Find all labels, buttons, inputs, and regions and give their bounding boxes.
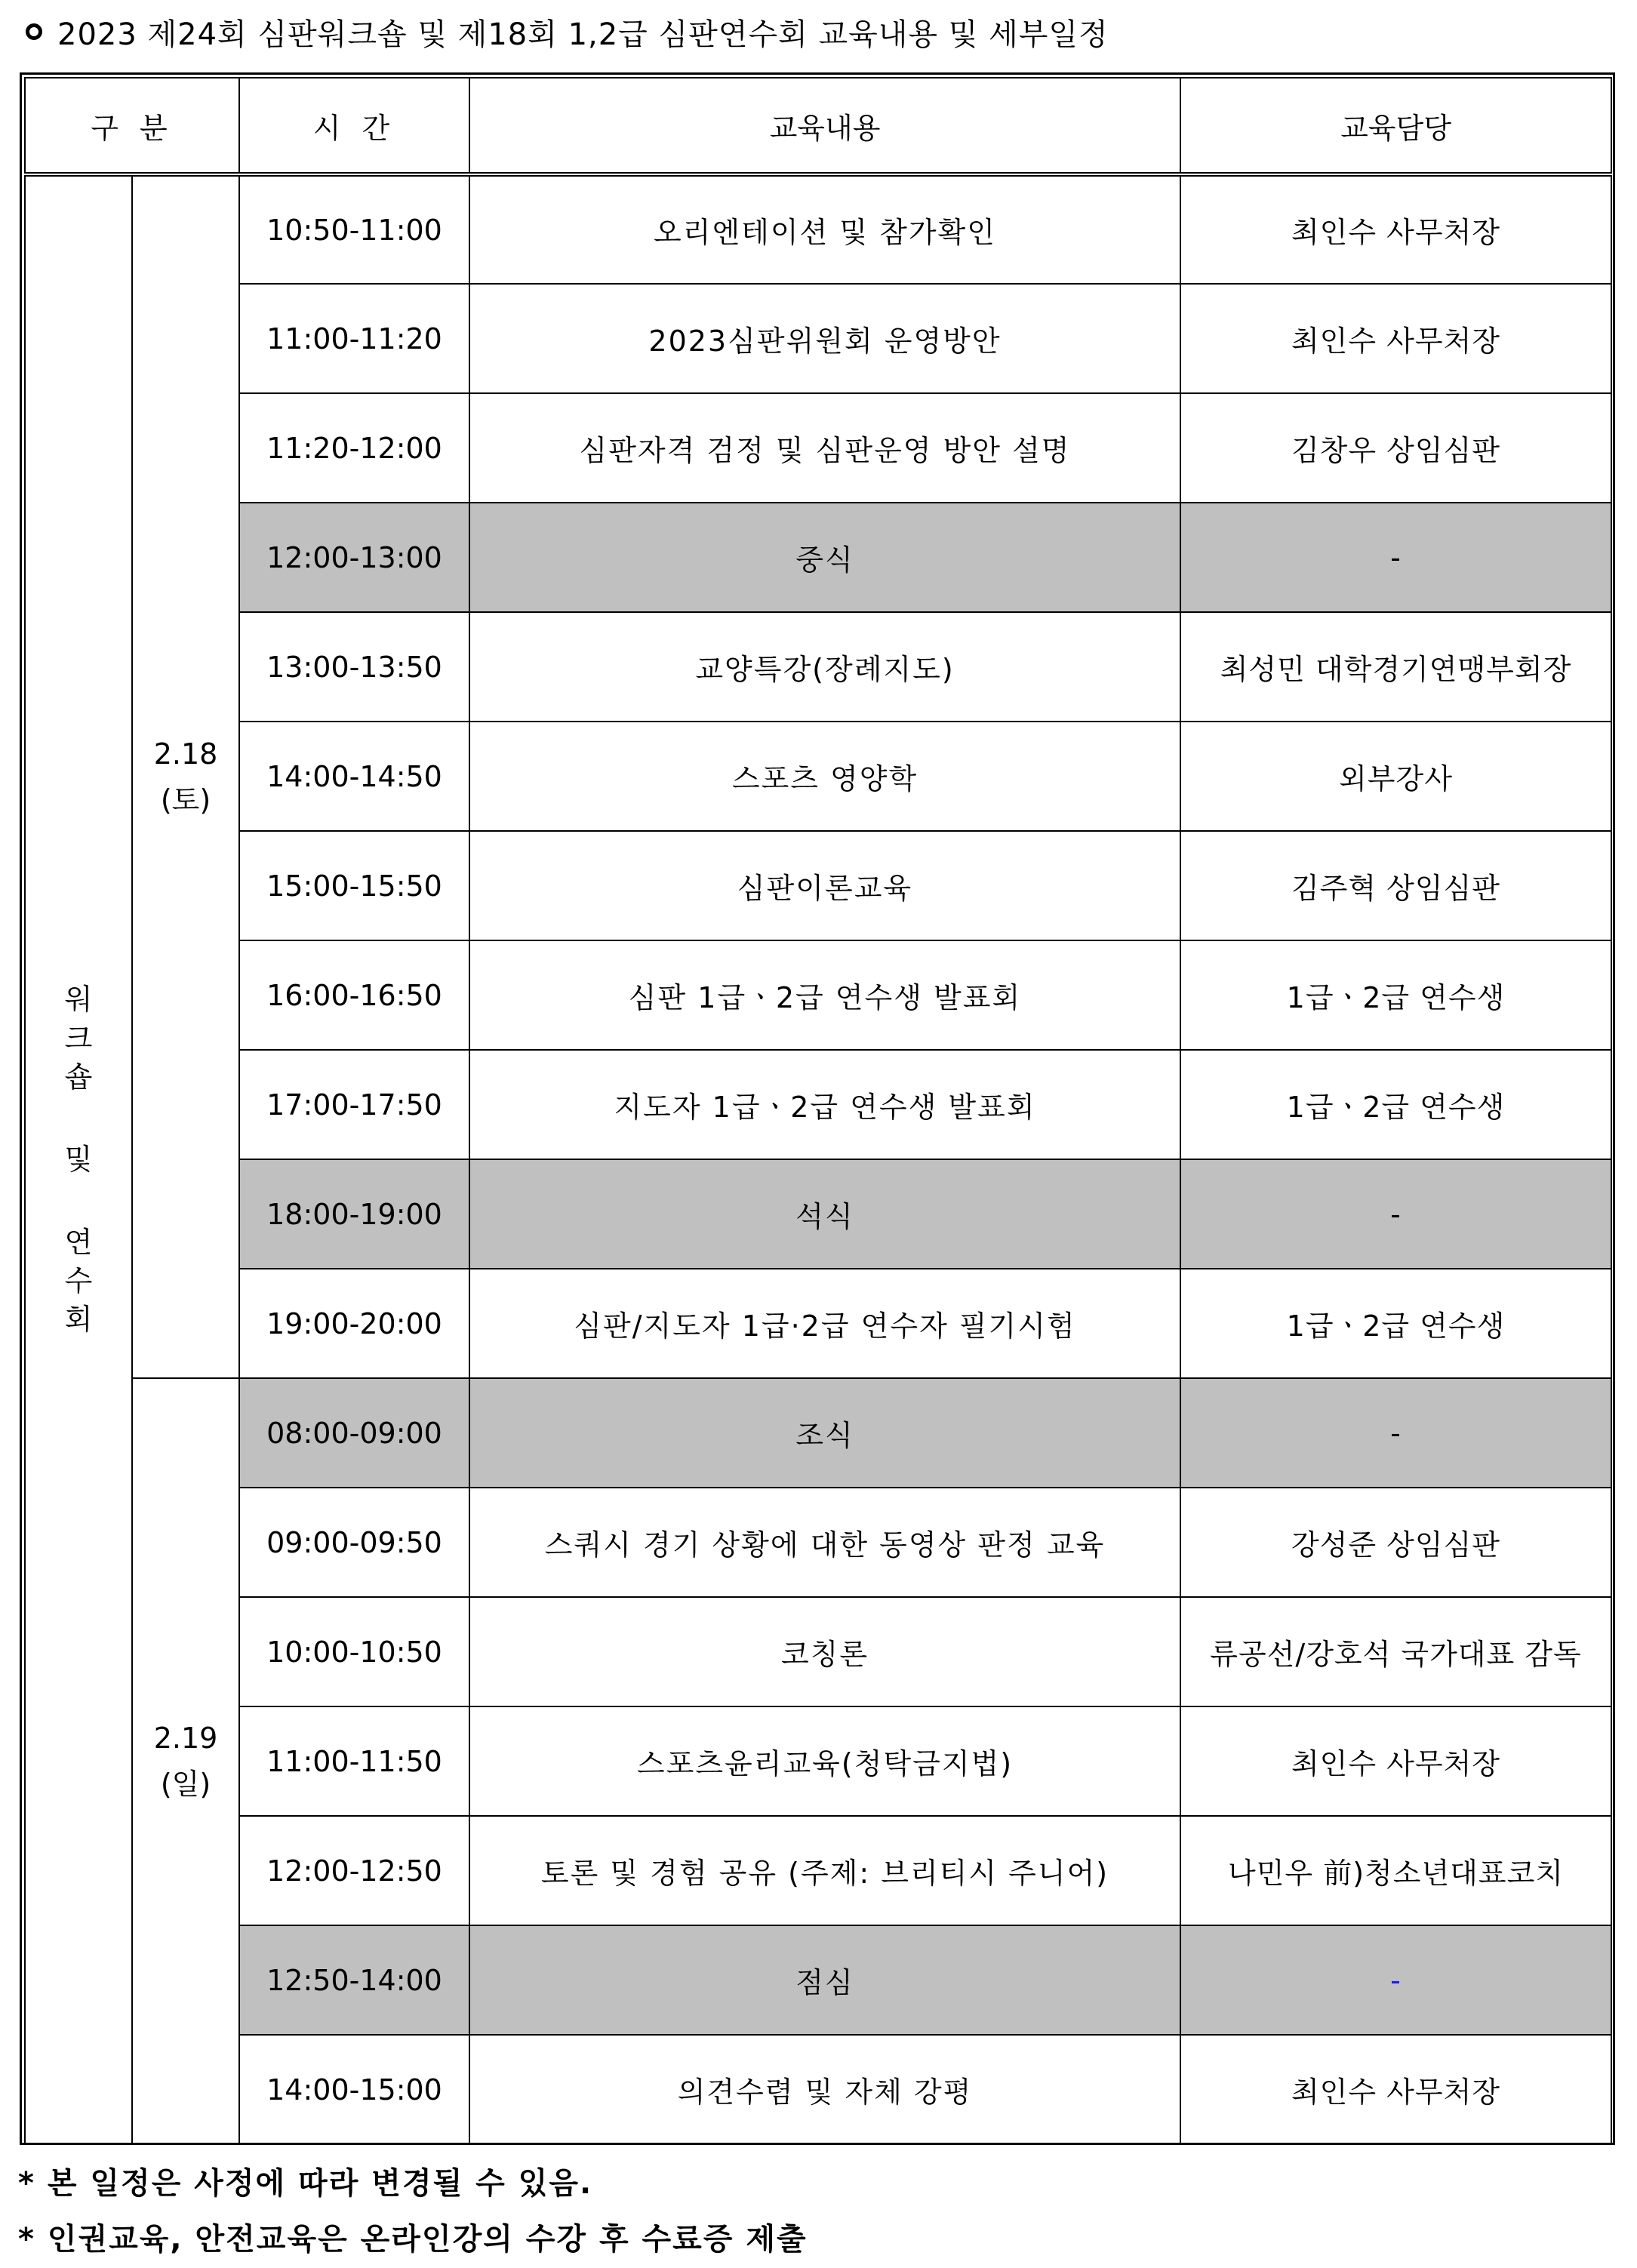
- table-row: [25, 174, 1611, 284]
- table-row: [25, 503, 1611, 612]
- header-instructor: 교육담당: [1180, 78, 1611, 174]
- instructor-cell: 최인수 사무처장: [1180, 1706, 1611, 1816]
- instructor-cell: -: [1180, 1159, 1611, 1269]
- table-row: [25, 284, 1611, 393]
- group-label-char: 회: [64, 1303, 93, 1337]
- table-row: [25, 1269, 1611, 1378]
- instructor-cell: 최인수 사무처장: [1180, 2035, 1611, 2144]
- day-weekday: (일): [160, 1767, 211, 1801]
- footnotes: [18, 2153, 808, 2264]
- instructor-cell: 김주혁 상임심판: [1180, 831, 1611, 940]
- instructor-cell: 김창우 상임심판: [1180, 393, 1611, 503]
- table-row: [25, 2035, 1611, 2144]
- content-cell: 심판이론교육: [469, 831, 1180, 940]
- time-cell: 12:00-12:50: [239, 1816, 469, 1925]
- time-cell: 12:00-13:00: [239, 503, 469, 612]
- instructor-cell: 나민우 前)청소년대표코치: [1180, 1816, 1611, 1925]
- time-cell: 09:00-09:50: [239, 1488, 469, 1597]
- time-cell: 18:00-19:00: [239, 1159, 469, 1269]
- group-label-char: 및: [64, 1143, 93, 1177]
- footnote: * 본 일정은 사정에 따라 변경될 수 있음.: [18, 2165, 593, 2201]
- group-label-spacer: [26, 1097, 131, 1140]
- table-row: [25, 1050, 1611, 1159]
- time-cell: 14:00-14:50: [239, 722, 469, 831]
- content-cell: 코칭론: [469, 1597, 1180, 1706]
- table-row: [25, 1159, 1611, 1269]
- table-row: [25, 1925, 1611, 2035]
- day-cell: [132, 1378, 239, 2144]
- circle-bullet-icon: [26, 23, 42, 40]
- content-cell: 교양특강(장례지도): [469, 612, 1180, 722]
- group-label-cell: [25, 174, 132, 2144]
- footnote: * 인권교육, 안전교육은 온라인강의 수강 후 수료증 제출: [18, 2221, 808, 2257]
- table-row: [25, 1706, 1611, 1816]
- table-row: [25, 1378, 1611, 1488]
- header-category: 구 분: [25, 78, 239, 174]
- content-cell: 지도자 1급ㆍ2급 연수생 발표회: [469, 1050, 1180, 1159]
- table-row: [25, 612, 1611, 722]
- group-label-spacer: [26, 1180, 131, 1223]
- time-cell: 19:00-20:00: [239, 1269, 469, 1378]
- instructor-cell: -: [1180, 1925, 1611, 2035]
- instructor-cell: 1급ㆍ2급 연수생: [1180, 1269, 1611, 1378]
- time-cell: 13:00-13:50: [239, 612, 469, 722]
- content-cell: 토론 및 경험 공유 (주제: 브리티시 주니어): [469, 1816, 1180, 1925]
- group-label-char: 연: [64, 1225, 93, 1259]
- group-label-char: 워: [64, 983, 93, 1017]
- instructor-cell: 최성민 대학경기연맹부회장: [1180, 612, 1611, 722]
- content-cell: 스포츠윤리교육(청탁금지법): [469, 1706, 1180, 1816]
- time-cell: 08:00-09:00: [239, 1378, 469, 1488]
- content-cell: 심판 1급ㆍ2급 연수생 발표회: [469, 940, 1180, 1050]
- table-row: [25, 1488, 1611, 1597]
- content-cell: 스쿼시 경기 상황에 대한 동영상 판정 교육: [469, 1488, 1180, 1597]
- content-cell: 석식: [469, 1159, 1180, 1269]
- header-content: 교육내용: [469, 78, 1180, 174]
- time-cell: 11:00-11:50: [239, 1706, 469, 1816]
- time-cell: 10:50-11:00: [239, 174, 469, 284]
- table-row: [25, 1597, 1611, 1706]
- content-cell: 2023심판위원회 운영방안: [469, 284, 1180, 393]
- time-cell: 11:00-11:20: [239, 284, 469, 393]
- schedule-table: [24, 77, 1612, 2145]
- content-cell: 심판/지도자 1급·2급 연수자 필기시험: [469, 1269, 1180, 1378]
- table-row: [25, 831, 1611, 940]
- instructor-cell: 외부강사: [1180, 722, 1611, 831]
- time-cell: 15:00-15:50: [239, 831, 469, 940]
- time-cell: 12:50-14:00: [239, 1925, 469, 2035]
- group-label-char: 숍: [64, 1060, 93, 1094]
- table-row: [25, 722, 1611, 831]
- instructor-cell: -: [1180, 1378, 1611, 1488]
- group-label-char: 수: [64, 1263, 93, 1297]
- time-cell: 11:20-12:00: [239, 393, 469, 503]
- content-cell: 심판자격 검정 및 심판운영 방안 설명: [469, 393, 1180, 503]
- day-date: 2.18: [153, 737, 218, 771]
- table-row: [25, 393, 1611, 503]
- instructor-cell: -: [1180, 503, 1611, 612]
- instructor-cell: 최인수 사무처장: [1180, 284, 1611, 393]
- instructor-cell: 1급ㆍ2급 연수생: [1180, 1050, 1611, 1159]
- time-cell: 17:00-17:50: [239, 1050, 469, 1159]
- instructor-cell: 강성준 상임심판: [1180, 1488, 1611, 1597]
- content-cell: 중식: [469, 503, 1180, 612]
- instructor-cell: 1급ㆍ2급 연수생: [1180, 940, 1611, 1050]
- instructor-cell: 최인수 사무처장: [1180, 174, 1611, 284]
- content-cell: 오리엔테이션 및 참가확인: [469, 174, 1180, 284]
- header-row: [25, 78, 1611, 174]
- header-time: 시 간: [239, 78, 469, 174]
- time-cell: 14:00-15:00: [239, 2035, 469, 2144]
- document-title: [21, 6, 1109, 57]
- table-row: [25, 1816, 1611, 1925]
- content-cell: 점심: [469, 1925, 1180, 2035]
- time-cell: 16:00-16:50: [239, 940, 469, 1050]
- content-cell: 의견수렴 및 자체 강평: [469, 2035, 1180, 2144]
- table-row: [25, 940, 1611, 1050]
- title-text: 2023 제24회 심판워크숍 및 제18회 1,2급 심판연수회 교육내용 및 세부일정: [57, 17, 1109, 52]
- day-weekday: (토): [160, 783, 211, 817]
- day-date: 2.19: [153, 1721, 218, 1755]
- group-label-char: 크: [64, 1021, 93, 1055]
- day-cell: [132, 174, 239, 1378]
- time-cell: 10:00-10:50: [239, 1597, 469, 1706]
- content-cell: 조식: [469, 1378, 1180, 1488]
- content-cell: 스포츠 영양학: [469, 722, 1180, 831]
- instructor-cell: 류공선/강호석 국가대표 감독: [1180, 1597, 1611, 1706]
